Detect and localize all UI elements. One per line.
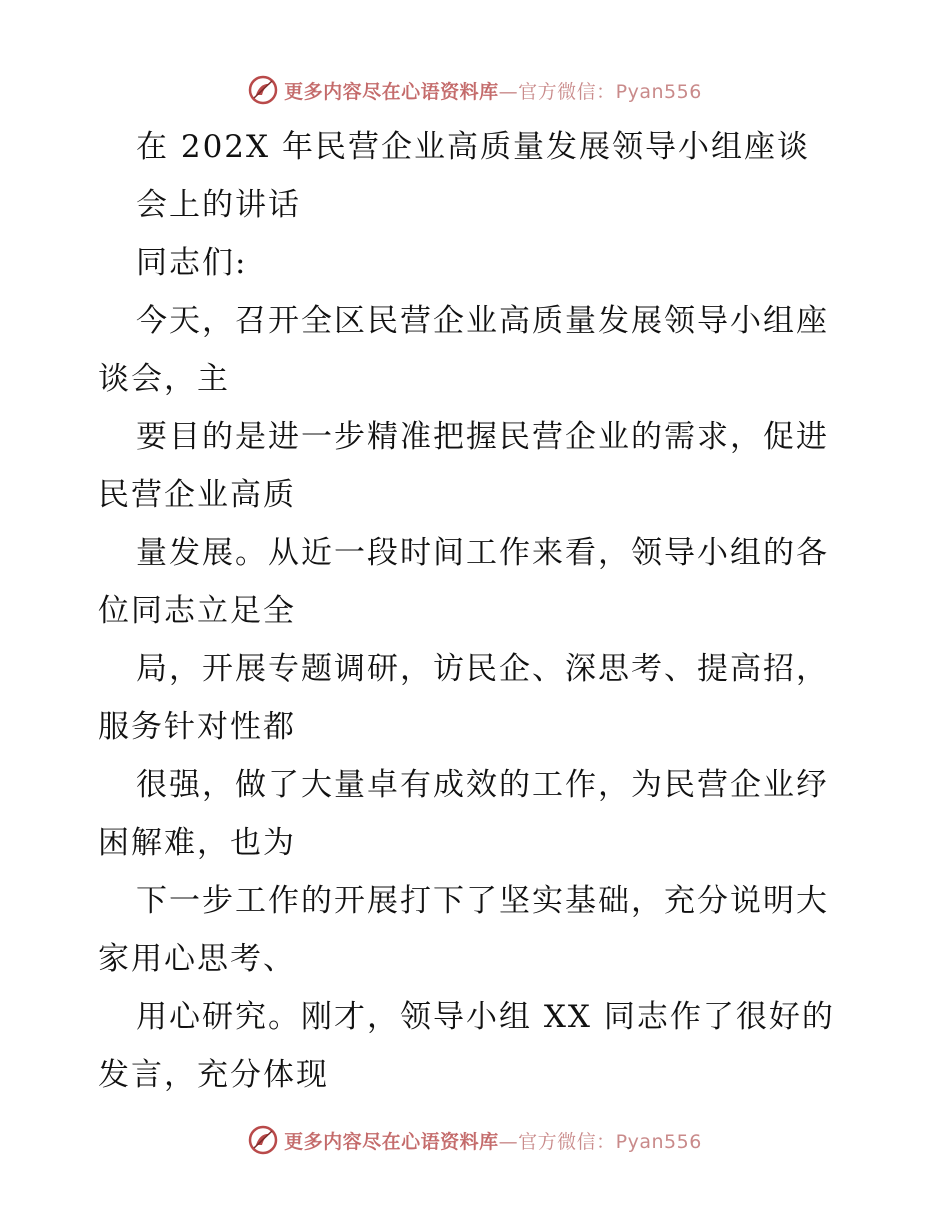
text-line: 量发展。从近一段时间工作来看，领导小组的各 <box>136 535 829 571</box>
text-line: 发言，充分体现 <box>98 1057 329 1093</box>
text-line: 在 202X 年民营企业高质量发展领导小组座谈 <box>136 129 810 165</box>
text-line: 困解难，也为 <box>98 825 296 861</box>
brand-logo-icon <box>248 75 278 105</box>
text-line: 谈会，主 <box>98 361 230 397</box>
text-line: 要目的是进一步精准把握民营企业的需求，促进 <box>136 419 829 455</box>
text-line: 用心研究。刚才，领导小组 XX 同志作了很好的 <box>136 999 835 1035</box>
text-line: 服务针对性都 <box>98 709 296 745</box>
document-body <box>98 118 858 1104</box>
watermark-rest: —官方微信：Pyan556 <box>498 80 702 103</box>
text-line: 下一步工作的开展打下了坚实基础，充分说明大 <box>136 883 829 919</box>
text-line: 会上的讲话 <box>136 187 301 223</box>
watermark-text <box>284 1127 702 1154</box>
text-line: 同志们: <box>136 245 248 281</box>
footer-watermark <box>0 1120 950 1160</box>
text-line: 位同志立足全 <box>98 593 296 629</box>
text-line: 局，开展专题调研，访民企、深思考、提高招， <box>136 651 829 687</box>
text-line: 很强，做了大量卓有成效的工作，为民营企业纾 <box>136 767 829 803</box>
text-line: 今天，召开全区民营企业高质量发展领导小组座 <box>136 303 829 339</box>
watermark-rest: —官方微信：Pyan556 <box>498 1130 702 1153</box>
text-line: 家用心思考、 <box>98 941 296 977</box>
brand-logo-icon <box>248 1125 278 1155</box>
header-watermark <box>0 70 950 110</box>
watermark-lead: 更多内容尽在心语资料库 <box>284 80 499 103</box>
watermark-text <box>284 77 702 104</box>
watermark-lead: 更多内容尽在心语资料库 <box>284 1130 499 1153</box>
text-line: 民营企业高质 <box>98 477 296 513</box>
